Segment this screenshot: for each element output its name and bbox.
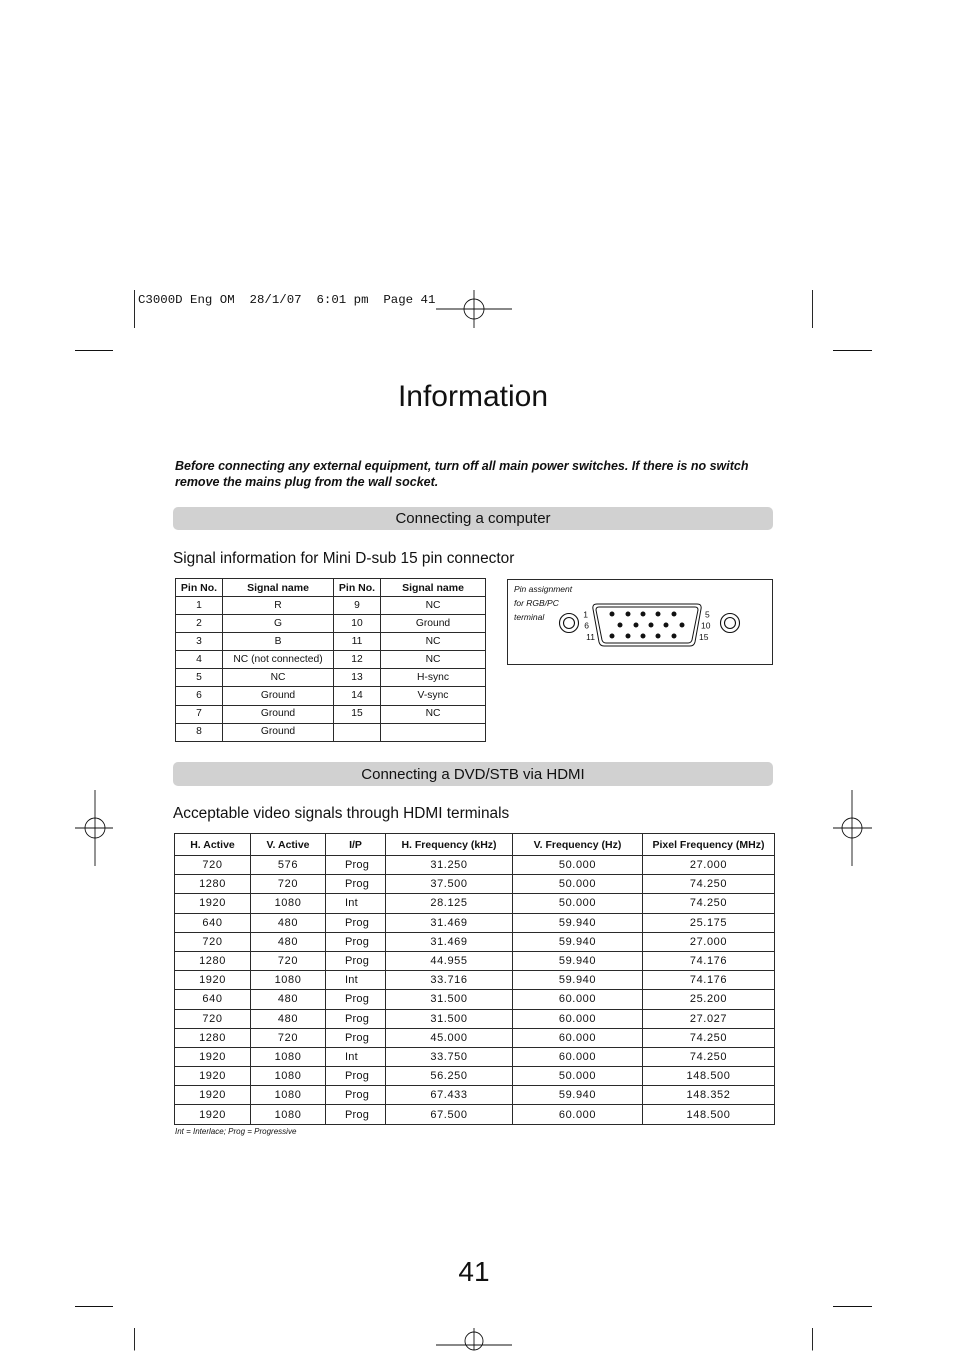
signal-name-cell: NC: [223, 669, 334, 687]
pin-hole: [641, 634, 646, 639]
mounting-screw-outer: [560, 614, 579, 633]
pin-number-cell: [334, 723, 381, 741]
signal-name-cell: NC (not connected): [223, 651, 334, 669]
pixel-frequency-cell: 74.250: [643, 875, 775, 894]
pin-number-cell: 5: [176, 669, 223, 687]
table-row: [175, 1067, 775, 1086]
ip-cell: Int: [326, 1047, 386, 1066]
signal-name-cell: Ground: [381, 615, 486, 633]
h-active-cell: 1280: [175, 875, 251, 894]
section-heading-text: Connecting a DVD/STB via HDMI: [361, 765, 585, 783]
ip-cell: Int: [326, 894, 386, 913]
pin-label-right: 10: [701, 620, 711, 631]
pixel-frequency-cell: 74.250: [643, 1047, 775, 1066]
pin-label-left: 11: [586, 632, 595, 642]
ip-cell: Prog: [326, 1028, 386, 1047]
table-row: [175, 1009, 775, 1028]
signal-name-cell: B: [223, 633, 334, 651]
section-heading-text: Connecting a computer: [395, 510, 551, 527]
table-row: [175, 951, 775, 970]
pin-hole: [610, 612, 615, 617]
h-active-cell: 1920: [175, 1067, 251, 1086]
v-frequency-cell: 59.940: [513, 913, 643, 932]
h-frequency-cell: 33.750: [386, 1047, 513, 1066]
signal-name-cell: [381, 723, 486, 741]
pin-hole: [610, 634, 615, 639]
signal-name-cell: G: [223, 615, 334, 633]
v-frequency-cell: 60.000: [513, 1028, 643, 1047]
v-active-cell: 480: [251, 1009, 326, 1028]
table-row: [175, 875, 775, 894]
page-title: Information: [397, 380, 549, 413]
signal-name-cell: NC: [381, 651, 486, 669]
table-row: [176, 723, 486, 741]
header-signal-name: Signal name: [223, 579, 334, 597]
signal-name-cell: NC: [381, 705, 486, 723]
pin-number-cell: 15: [334, 705, 381, 723]
pin-hole: [664, 623, 669, 628]
pin-signal-table: [175, 578, 486, 742]
pin-label-left: 6: [584, 620, 589, 631]
h-frequency-cell: 37.500: [386, 875, 513, 894]
pin-number-cell: 4: [176, 651, 223, 669]
v-frequency-cell: 50.000: [513, 856, 643, 875]
signal-name-cell: V-sync: [381, 687, 486, 705]
h-frequency-cell: 31.500: [386, 990, 513, 1009]
header-pixel-frequency: Pixel Frequency (MHz): [643, 834, 775, 856]
hdmi-table-subheading: Acceptable video signals through HDMI terminals: [173, 805, 510, 822]
v-active-cell: 480: [251, 913, 326, 932]
table-header-row: [175, 834, 775, 856]
hdmi-signal-table: [174, 833, 775, 1125]
h-frequency-cell: 31.500: [386, 1009, 513, 1028]
h-active-cell: 1280: [175, 1028, 251, 1047]
signal-name-cell: NC: [381, 597, 486, 615]
pin-hole: [626, 612, 631, 617]
h-frequency-cell: 28.125: [386, 894, 513, 913]
h-frequency-cell: 31.250: [386, 856, 513, 875]
signal-name-cell: Ground: [223, 687, 334, 705]
table-footnote: Int = Interlace; Prog = Progressive: [175, 1127, 297, 1136]
pin-hole: [634, 623, 639, 628]
h-active-cell: 1920: [175, 971, 251, 990]
v-frequency-cell: 60.000: [513, 1105, 643, 1124]
print-slug: C3000D Eng OM 28/1/07 6:01 pm Page 41: [138, 293, 436, 307]
pin-number-cell: 1: [176, 597, 223, 615]
pin-number-cell: 2: [176, 615, 223, 633]
table-row: [175, 1086, 775, 1105]
h-active-cell: 1920: [175, 894, 251, 913]
pin-hole: [649, 623, 654, 628]
mounting-screw-inner: [564, 618, 575, 629]
h-frequency-cell: 45.000: [386, 1028, 513, 1047]
pin-number-cell: 8: [176, 723, 223, 741]
h-active-cell: 640: [175, 990, 251, 1009]
table-row: [176, 651, 486, 669]
registration-mark-circle: [465, 1332, 483, 1350]
h-frequency-cell: 56.250: [386, 1067, 513, 1086]
v-frequency-cell: 60.000: [513, 1009, 643, 1028]
table-row: [175, 913, 775, 932]
h-frequency-cell: 67.433: [386, 1086, 513, 1105]
section-heading-hdmi: [173, 762, 773, 786]
pin-assignment-box: [507, 579, 773, 665]
section-heading-computer: [173, 507, 773, 530]
h-active-cell: 1920: [175, 1086, 251, 1105]
ip-cell: Prog: [326, 951, 386, 970]
v-frequency-cell: 50.000: [513, 875, 643, 894]
pin-label-right: 5: [705, 609, 710, 620]
warning-line-1: Before connecting any external equipment, turn off all main power switches. If there is no switch: [175, 458, 749, 473]
h-active-cell: 640: [175, 913, 251, 932]
connector-shell-outer: [593, 604, 701, 646]
mounting-screw-outer: [721, 614, 740, 633]
v-active-cell: 480: [251, 990, 326, 1009]
table-row: [175, 971, 775, 990]
v-frequency-cell: 50.000: [513, 1067, 643, 1086]
v-active-cell: 720: [251, 951, 326, 970]
ip-cell: Prog: [326, 1086, 386, 1105]
header-ip: I/P: [326, 834, 386, 856]
h-frequency-cell: 31.469: [386, 913, 513, 932]
warning-line-2: remove the mains plug from the wall socket.: [175, 474, 439, 489]
header-pin-no: Pin No.: [176, 579, 223, 597]
signal-name-cell: R: [223, 597, 334, 615]
v-frequency-cell: 60.000: [513, 1047, 643, 1066]
signal-name-cell: H-sync: [381, 669, 486, 687]
pixel-frequency-cell: 25.200: [643, 990, 775, 1009]
v-frequency-cell: 60.000: [513, 990, 643, 1009]
pixel-frequency-cell: 148.352: [643, 1086, 775, 1105]
h-active-cell: 1920: [175, 1105, 251, 1124]
header-v-frequency: V. Frequency (Hz): [513, 834, 643, 856]
v-active-cell: 1080: [251, 1047, 326, 1066]
pin-hole: [672, 612, 677, 617]
h-active-cell: 720: [175, 1009, 251, 1028]
table-row: [175, 1105, 775, 1124]
table-header-row: [176, 579, 486, 597]
ip-cell: Prog: [326, 1067, 386, 1086]
pin-number-cell: 9: [334, 597, 381, 615]
table-row: [175, 932, 775, 951]
table-row: [176, 705, 486, 723]
v-active-cell: 576: [251, 856, 326, 875]
pixel-frequency-cell: 74.250: [643, 1028, 775, 1047]
pin-assignment-caption: Pin assignment: [514, 584, 573, 594]
h-frequency-cell: 31.469: [386, 932, 513, 951]
v-frequency-cell: 50.000: [513, 894, 643, 913]
pin-number-cell: 14: [334, 687, 381, 705]
v-active-cell: 1080: [251, 1067, 326, 1086]
table-row: [176, 597, 486, 615]
table-row: [176, 615, 486, 633]
pixel-frequency-cell: 74.250: [643, 894, 775, 913]
v-active-cell: 720: [251, 1028, 326, 1047]
pin-assignment-caption: for RGB/PC: [514, 598, 559, 608]
pixel-frequency-cell: 148.500: [643, 1067, 775, 1086]
v-frequency-cell: 59.940: [513, 951, 643, 970]
pin-number-cell: 13: [334, 669, 381, 687]
pin-number-cell: 7: [176, 705, 223, 723]
signal-name-cell: NC: [381, 633, 486, 651]
pin-hole: [618, 623, 623, 628]
table-row: [176, 687, 486, 705]
pin-assignment-caption: terminal: [514, 612, 545, 622]
pixel-frequency-cell: 25.175: [643, 913, 775, 932]
ip-cell: Int: [326, 971, 386, 990]
signal-name-cell: Ground: [223, 723, 334, 741]
v-active-cell: 1080: [251, 971, 326, 990]
header-h-active: H. Active: [175, 834, 251, 856]
ip-cell: Prog: [326, 913, 386, 932]
pin-hole: [656, 634, 661, 639]
pin-table-subheading: Signal information for Mini D-sub 15 pin connector: [173, 550, 515, 567]
pin-label-right: 15: [699, 632, 709, 642]
ip-cell: Prog: [326, 875, 386, 894]
pixel-frequency-cell: 27.000: [643, 932, 775, 951]
table-row: [175, 990, 775, 1009]
v-active-cell: 1080: [251, 1086, 326, 1105]
pin-hole: [672, 634, 677, 639]
pin-number-cell: 3: [176, 633, 223, 651]
h-frequency-cell: 33.716: [386, 971, 513, 990]
header-pin-no: Pin No.: [334, 579, 381, 597]
table-row: [175, 894, 775, 913]
pin-hole: [626, 634, 631, 639]
v-frequency-cell: 59.940: [513, 1086, 643, 1105]
h-frequency-cell: 67.500: [386, 1105, 513, 1124]
pin-number-cell: 10: [334, 615, 381, 633]
v-active-cell: 1080: [251, 1105, 326, 1124]
v-active-cell: 720: [251, 875, 326, 894]
h-active-cell: 1280: [175, 951, 251, 970]
pin-number-cell: 12: [334, 651, 381, 669]
registration-mark-circle: [464, 299, 484, 319]
signal-name-cell: Ground: [223, 705, 334, 723]
h-active-cell: 720: [175, 932, 251, 951]
header-v-active: V. Active: [251, 834, 326, 856]
header-signal-name: Signal name: [381, 579, 486, 597]
pin-hole: [656, 612, 661, 617]
table-row: [175, 1028, 775, 1047]
table-row: [175, 856, 775, 875]
table-row: [176, 633, 486, 651]
mounting-screw-inner: [725, 618, 736, 629]
ip-cell: Prog: [326, 856, 386, 875]
v-frequency-cell: 59.940: [513, 971, 643, 990]
v-frequency-cell: 59.940: [513, 932, 643, 951]
h-active-cell: 1920: [175, 1047, 251, 1066]
header-h-frequency: H. Frequency (kHz): [386, 834, 513, 856]
pixel-frequency-cell: 74.176: [643, 971, 775, 990]
table-row: [175, 1047, 775, 1066]
ip-cell: Prog: [326, 932, 386, 951]
pixel-frequency-cell: 148.500: [643, 1105, 775, 1124]
page-number: 41: [458, 1256, 490, 1287]
registration-mark-circle: [842, 818, 862, 838]
pin-hole: [680, 623, 685, 628]
registration-mark-circle: [85, 818, 105, 838]
pixel-frequency-cell: 27.027: [643, 1009, 775, 1028]
pixel-frequency-cell: 27.000: [643, 856, 775, 875]
table-row: [176, 669, 486, 687]
v-active-cell: 480: [251, 932, 326, 951]
ip-cell: Prog: [326, 1009, 386, 1028]
pin-number-cell: 11: [334, 633, 381, 651]
pixel-frequency-cell: 74.176: [643, 951, 775, 970]
pin-number-cell: 6: [176, 687, 223, 705]
ip-cell: Prog: [326, 990, 386, 1009]
pin-hole: [641, 612, 646, 617]
vga-connector-diagram: [508, 580, 772, 664]
ip-cell: Prog: [326, 1105, 386, 1124]
pin-label-left: 1: [583, 609, 588, 620]
h-active-cell: 720: [175, 856, 251, 875]
h-frequency-cell: 44.955: [386, 951, 513, 970]
v-active-cell: 1080: [251, 894, 326, 913]
